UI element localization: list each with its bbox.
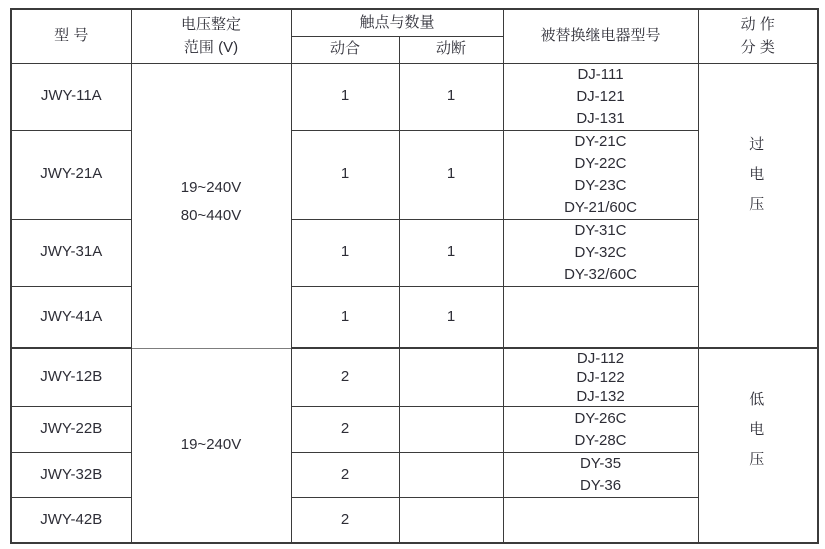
model-cell: JWY-12B: [11, 348, 131, 407]
replaced-model: DY-31C: [574, 221, 627, 239]
header-action-class: [698, 9, 818, 63]
contact-no-cell: 2: [291, 453, 399, 498]
replaced-model: DY-32/60C: [564, 265, 637, 283]
header-voltage-range: [131, 9, 291, 63]
action-class-cell: [698, 348, 818, 543]
replaced-model: DY-36: [579, 477, 622, 494]
action-char: 过: [749, 136, 767, 154]
replaced-model: DY-22C: [574, 154, 627, 172]
contact-no-cell: 2: [291, 498, 399, 543]
contact-no-cell: 1: [291, 286, 399, 348]
replaced-model: DJ-111: [577, 65, 624, 83]
replaced-model: DJ-132: [576, 388, 625, 405]
contact-nc-cell: 1: [399, 63, 503, 130]
header-action-class-line1: 动 作: [740, 16, 775, 34]
replaced-models-cell-empty: [503, 498, 698, 543]
replaced-model: DY-28C: [574, 431, 627, 449]
action-char: 压: [749, 451, 767, 469]
model-cell: JWY-31A: [11, 219, 131, 286]
replaced-models-cell-empty: [503, 286, 698, 348]
replaced-model: DY-23C: [574, 176, 627, 194]
replaced-models-cell: [503, 219, 698, 286]
replaced-model: DY-26C: [574, 409, 627, 427]
model-cell: JWY-22B: [11, 407, 131, 453]
header-action-class-line2: 分 类: [740, 39, 775, 57]
header-row-1: [11, 9, 818, 36]
header-normally-closed: 动断: [399, 36, 503, 63]
replaced-model: DJ-131: [576, 109, 625, 127]
header-normally-open: 动合: [291, 36, 399, 63]
model-cell: JWY-21A: [11, 130, 131, 219]
contact-no-cell: 2: [291, 407, 399, 453]
contact-nc-cell: 1: [399, 286, 503, 348]
replaced-model: DY-21C: [574, 132, 627, 150]
replaced-models-cell: [503, 407, 698, 453]
contact-no-cell: 1: [291, 219, 399, 286]
replaced-model: DY-35: [579, 455, 622, 472]
header-voltage-range-line2: 范围 (V): [183, 39, 239, 57]
voltage-range-cell: [131, 63, 291, 348]
replaced-model: DJ-112: [576, 350, 625, 367]
replaced-model: DJ-122: [576, 369, 625, 386]
header-replaced-models: 被替换继电器型号: [503, 9, 698, 63]
action-class-cell: [698, 63, 818, 348]
action-char: 低: [749, 391, 767, 409]
replaced-models-cell: [503, 63, 698, 130]
contact-nc-cell: 1: [399, 130, 503, 219]
contact-no-cell: 1: [291, 130, 399, 219]
header-voltage-range-line1: 电压整定: [180, 16, 241, 34]
contact-no-cell: 2: [291, 348, 399, 407]
replaced-model: DY-32C: [574, 243, 627, 261]
action-char: 电: [749, 421, 767, 439]
model-cell: JWY-11A: [11, 63, 131, 130]
replaced-models-cell: [503, 348, 698, 407]
contact-nc-cell: [399, 453, 503, 498]
voltage-line: 19~240V: [180, 178, 242, 196]
contact-nc-cell: [399, 348, 503, 407]
table-row: [11, 63, 818, 130]
contact-nc-cell: [399, 407, 503, 453]
voltage-line: 19~240V: [180, 436, 242, 453]
contact-nc-cell: [399, 498, 503, 543]
voltage-line: 80~440V: [180, 206, 242, 224]
model-cell: JWY-41A: [11, 286, 131, 348]
model-cell: JWY-32B: [11, 453, 131, 498]
relay-spec-table: [10, 8, 819, 544]
replaced-models-cell: [503, 130, 698, 219]
action-char: 压: [749, 196, 767, 214]
voltage-range-cell: [131, 348, 291, 543]
contact-no-cell: 1: [291, 63, 399, 130]
header-model: 型 号: [11, 9, 131, 63]
replaced-model: DJ-121: [576, 87, 625, 105]
model-cell: JWY-42B: [11, 498, 131, 543]
header-contacts-group: 触点与数量: [291, 9, 503, 36]
replaced-model: DY-21/60C: [564, 198, 637, 216]
replaced-models-cell: [503, 453, 698, 498]
action-char: 电: [749, 166, 767, 184]
contact-nc-cell: 1: [399, 219, 503, 286]
table-row: [11, 348, 818, 407]
